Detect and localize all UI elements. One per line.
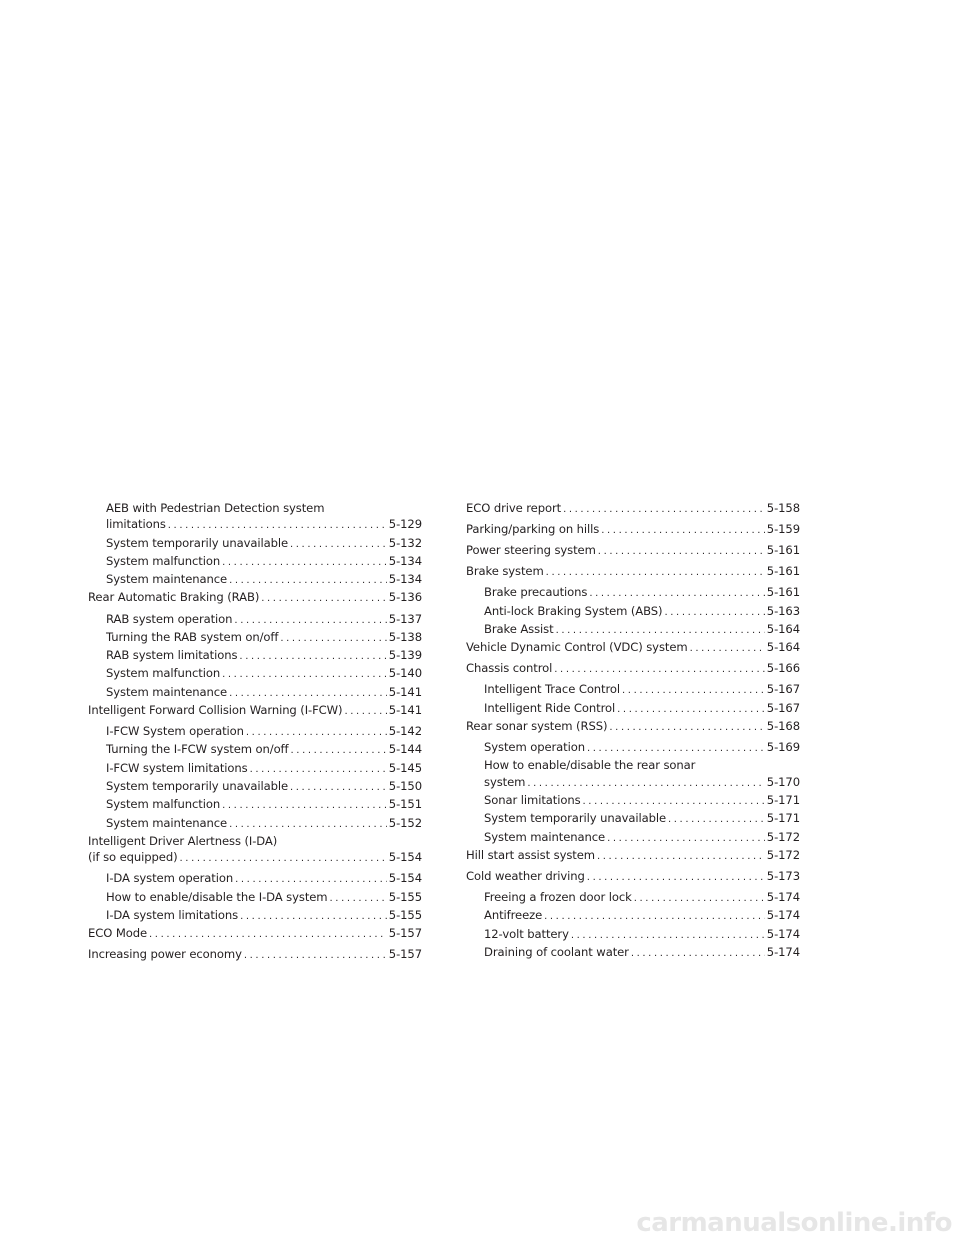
toc-page-number: 5-155 (388, 889, 422, 904)
toc-page-number: 5-164 (766, 621, 800, 636)
toc-subsection-entry[interactable] (466, 621, 800, 639)
dot-leader (587, 870, 765, 886)
toc-section-entry[interactable] (88, 833, 422, 868)
toc-subsection-entry[interactable] (466, 944, 800, 962)
toc-section-entry[interactable] (88, 925, 422, 943)
dot-leader (180, 851, 387, 867)
toc-page-number: 5-140 (388, 666, 422, 681)
toc-entry-title: System temporarily unavailable (484, 811, 666, 826)
toc-entry-title: System malfunction (106, 666, 221, 681)
dot-leader (229, 686, 387, 702)
toc-entry-title: I-DA system limitations (106, 907, 239, 922)
dot-leader (571, 928, 765, 944)
dot-leader (229, 573, 387, 589)
dot-leader (222, 555, 387, 571)
toc-page-number: 5-168 (766, 719, 800, 734)
toc-entry-title: System operation (484, 740, 585, 755)
dot-leader (344, 704, 386, 720)
toc-section-entry[interactable] (466, 660, 800, 678)
toc-page-number: 5-132 (388, 535, 422, 550)
toc-subsection-entry[interactable] (88, 741, 422, 759)
toc-entry-title: How to enable/disable the rear sonar (484, 758, 696, 773)
toc-subsection-entry[interactable] (466, 829, 800, 847)
toc-page-number: 5-134 (388, 572, 422, 587)
dot-leader (607, 831, 765, 847)
toc-entry-title: Intelligent Forward Collision Warning (I-FCW) (88, 703, 343, 718)
toc-entry-title: I-FCW system limitations (106, 760, 248, 775)
toc-subsection-entry[interactable] (466, 792, 800, 810)
toc-section-entry[interactable] (466, 563, 800, 581)
toc-entry-title: RAB system limitations (106, 648, 238, 663)
toc-entry-title: System maintenance (106, 684, 228, 699)
dot-leader (250, 762, 387, 778)
dot-leader (631, 946, 765, 962)
toc-subsection-entry[interactable] (88, 796, 422, 814)
dot-leader (291, 743, 387, 759)
toc-section-entry[interactable] (466, 500, 800, 518)
toc-entry-title: System malfunction (106, 797, 221, 812)
toc-entry-title: 12-volt battery (484, 926, 569, 941)
toc-subsection-entry[interactable] (88, 629, 422, 647)
toc-section-entry[interactable] (466, 718, 800, 736)
dot-leader (617, 702, 765, 718)
toc-entry-title: Parking/parking on hills (466, 522, 600, 537)
toc-page-number: 5-145 (388, 760, 422, 775)
toc-subsection-entry[interactable] (88, 571, 422, 589)
toc-entry-title: system (484, 774, 526, 789)
toc-entry-title: Turning the RAB system on/off (106, 629, 279, 644)
toc-entry-title: Hill start assist system (466, 847, 595, 862)
toc-page-number: 5-141 (388, 684, 422, 699)
toc-page-number: 5-150 (388, 779, 422, 794)
toc-subsection-entry[interactable] (88, 553, 422, 571)
toc-page-number: 5-172 (766, 847, 800, 862)
toc-entry-title: Freeing a frozen door lock (484, 890, 632, 905)
dot-leader (149, 927, 387, 943)
toc-section-entry[interactable] (466, 542, 800, 560)
toc-entry-title: Intelligent Driver Alertness (I-DA) (88, 833, 278, 848)
toc-page-number: 5-171 (766, 793, 800, 808)
toc-entry-title: Brake system (466, 564, 544, 579)
toc-page-number: 5-158 (766, 501, 800, 515)
dot-leader (290, 780, 387, 796)
toc-page-number: 5-154 (388, 850, 422, 865)
toc-page-number: 5-151 (388, 797, 422, 812)
dot-leader (229, 817, 387, 833)
toc-entry-title: Rear Automatic Braking (RAB) (88, 590, 260, 605)
toc-page-number: 5-174 (766, 945, 800, 959)
toc-entry-title: Power steering system (466, 543, 596, 558)
toc-entry-title: Cold weather driving (466, 869, 585, 884)
dot-leader (330, 891, 387, 907)
toc-entry-title: System malfunction (106, 553, 221, 568)
toc-page-number: 5-161 (766, 585, 800, 600)
toc-entry-title: Draining of coolant water (484, 945, 629, 959)
toc-entry-title: System temporarily unavailable (106, 779, 288, 794)
toc-page-number: 5-142 (388, 724, 422, 739)
toc-entry-title: ECO drive report (466, 501, 562, 515)
toc-page-number: 5-129 (388, 517, 422, 532)
toc-section-entry[interactable] (466, 639, 800, 657)
dot-leader (601, 523, 765, 539)
toc-subsection-entry[interactable] (88, 500, 422, 535)
toc-page-number: 5-141 (388, 703, 422, 718)
toc-page-number: 5-157 (388, 926, 422, 941)
toc-left-column (88, 500, 422, 967)
toc-page-number: 5-157 (388, 947, 422, 962)
toc-page-number: 5-161 (766, 543, 800, 558)
toc-entry-title: Turning the I-FCW system on/off (106, 742, 289, 757)
toc-entry-title: Brake Assist (484, 621, 554, 636)
toc-section-entry[interactable] (88, 589, 422, 607)
toc-subsection-entry[interactable] (88, 870, 422, 888)
dot-leader (234, 613, 386, 629)
toc-entry-title: Anti-lock Braking System (ABS) (484, 603, 663, 618)
dot-leader (240, 909, 387, 925)
dot-leader (556, 623, 765, 639)
toc-entry-title: limitations (106, 517, 166, 532)
toc-entry-title: (if so equipped) (88, 850, 178, 865)
toc-page-number: 5-173 (766, 869, 800, 884)
toc-subsection-entry[interactable] (88, 815, 422, 833)
toc-subsection-entry[interactable] (88, 647, 422, 665)
dot-leader (664, 605, 764, 621)
toc-entry-title: System maintenance (106, 815, 228, 830)
dot-leader (222, 798, 387, 814)
toc-entry-title: How to enable/disable the I-DA system (106, 889, 328, 904)
dot-leader (583, 794, 765, 810)
dot-leader (290, 537, 387, 553)
toc-entry-title: Vehicle Dynamic Control (VDC) system (466, 640, 688, 655)
toc-subsection-entry[interactable] (466, 681, 800, 699)
toc-entry-title: System maintenance (484, 829, 606, 844)
toc-right-column (466, 500, 800, 962)
toc-entry-title: Brake precautions (484, 585, 588, 600)
dot-leader (589, 586, 764, 602)
dot-leader (261, 591, 387, 607)
toc-page-number: 5-136 (388, 590, 422, 605)
toc-subsection-entry[interactable] (88, 665, 422, 683)
watermark: carmanualsonline.info (636, 1208, 952, 1238)
toc-subsection-entry[interactable] (466, 810, 800, 828)
toc-subsection-entry[interactable] (88, 778, 422, 796)
toc-section-entry[interactable] (466, 868, 800, 886)
toc-entry-title: Intelligent Ride Control (484, 700, 616, 715)
toc-page-number: 5-171 (766, 811, 800, 826)
toc-subsection-entry[interactable] (88, 723, 422, 741)
toc-entry-title: I-DA system operation (106, 871, 234, 886)
toc-page-number: 5-161 (766, 564, 800, 579)
dot-leader (280, 631, 386, 647)
toc-page-number: 5-170 (766, 774, 800, 789)
toc-subsection-entry[interactable] (88, 760, 422, 778)
toc-page-number: 5-134 (388, 553, 422, 568)
dot-leader (690, 641, 765, 657)
dot-leader (544, 909, 765, 925)
dot-leader (563, 502, 765, 518)
toc-subsection-entry[interactable] (466, 700, 800, 718)
toc-page-number: 5-174 (766, 890, 800, 905)
dot-leader (527, 776, 764, 792)
toc-entry-title: Increasing power economy (88, 947, 242, 962)
dot-leader (634, 891, 765, 907)
dot-leader (222, 667, 387, 683)
dot-leader (244, 948, 387, 964)
toc-subsection-entry[interactable] (466, 907, 800, 925)
toc-entry-title: RAB system operation (106, 611, 233, 626)
toc-page-number: 5-144 (388, 742, 422, 757)
toc-entry-title: I-FCW System operation (106, 724, 244, 739)
toc-page-number: 5-159 (766, 522, 800, 537)
dot-leader (597, 849, 765, 865)
toc-page-number: 5-139 (388, 648, 422, 663)
toc-subsection-entry[interactable] (88, 684, 422, 702)
toc-subsection-entry[interactable] (466, 739, 800, 757)
toc-section-entry[interactable] (466, 847, 800, 865)
toc-section-entry[interactable] (88, 946, 422, 964)
dot-leader (668, 812, 765, 828)
toc-subsection-entry[interactable] (88, 535, 422, 553)
dot-leader (235, 872, 387, 888)
dot-leader (587, 741, 765, 757)
toc-section-entry[interactable] (466, 521, 800, 539)
toc-page-number: 5-167 (766, 700, 800, 715)
dot-leader (546, 565, 765, 581)
toc-page-number: 5-155 (388, 907, 422, 922)
toc-page-number: 5-163 (766, 603, 800, 618)
dot-leader (246, 725, 387, 741)
toc-subsection-entry[interactable] (88, 889, 422, 907)
toc-subsection-entry[interactable] (88, 611, 422, 629)
dot-leader (598, 544, 765, 560)
dot-leader (239, 649, 386, 665)
toc-page-number: 5-152 (388, 815, 422, 830)
dot-leader (622, 683, 765, 699)
toc-entry-title: AEB with Pedestrian Detection system (106, 501, 325, 515)
toc-entry-title: Antifreeze (484, 908, 543, 923)
toc-page-number: 5-164 (766, 640, 800, 655)
dot-leader (554, 662, 765, 678)
toc-page-number: 5-167 (766, 682, 800, 697)
toc-page-number: 5-138 (388, 629, 422, 644)
toc-entry-title: Rear sonar system (RSS) (466, 719, 608, 734)
toc-page-number: 5-174 (766, 908, 800, 923)
toc-entry-title: Chassis control (466, 661, 553, 676)
toc-entry-title: Intelligent Trace Control (484, 682, 621, 697)
toc-subsection-entry[interactable] (466, 584, 800, 602)
toc-entry-title: System maintenance (106, 572, 228, 587)
toc-page-number: 5-154 (388, 871, 422, 886)
toc-entry-title: System temporarily unavailable (106, 535, 288, 550)
dot-leader (609, 720, 764, 736)
toc-page-number: 5-166 (766, 661, 800, 676)
toc-page-number: 5-174 (766, 926, 800, 941)
toc-subsection-entry[interactable] (466, 757, 800, 792)
toc-entry-title: ECO Mode (88, 926, 148, 941)
toc-subsection-entry[interactable] (466, 926, 800, 944)
toc-page-number: 5-169 (766, 740, 800, 755)
toc-subsection-entry[interactable] (466, 889, 800, 907)
toc-entry-title: Sonar limitations (484, 793, 581, 808)
toc-section-entry[interactable] (88, 702, 422, 720)
dot-leader (168, 518, 387, 534)
toc-page-number: 5-137 (388, 611, 422, 626)
toc-subsection-entry[interactable] (88, 907, 422, 925)
toc-page-number: 5-172 (766, 829, 800, 844)
toc-subsection-entry[interactable] (466, 603, 800, 621)
